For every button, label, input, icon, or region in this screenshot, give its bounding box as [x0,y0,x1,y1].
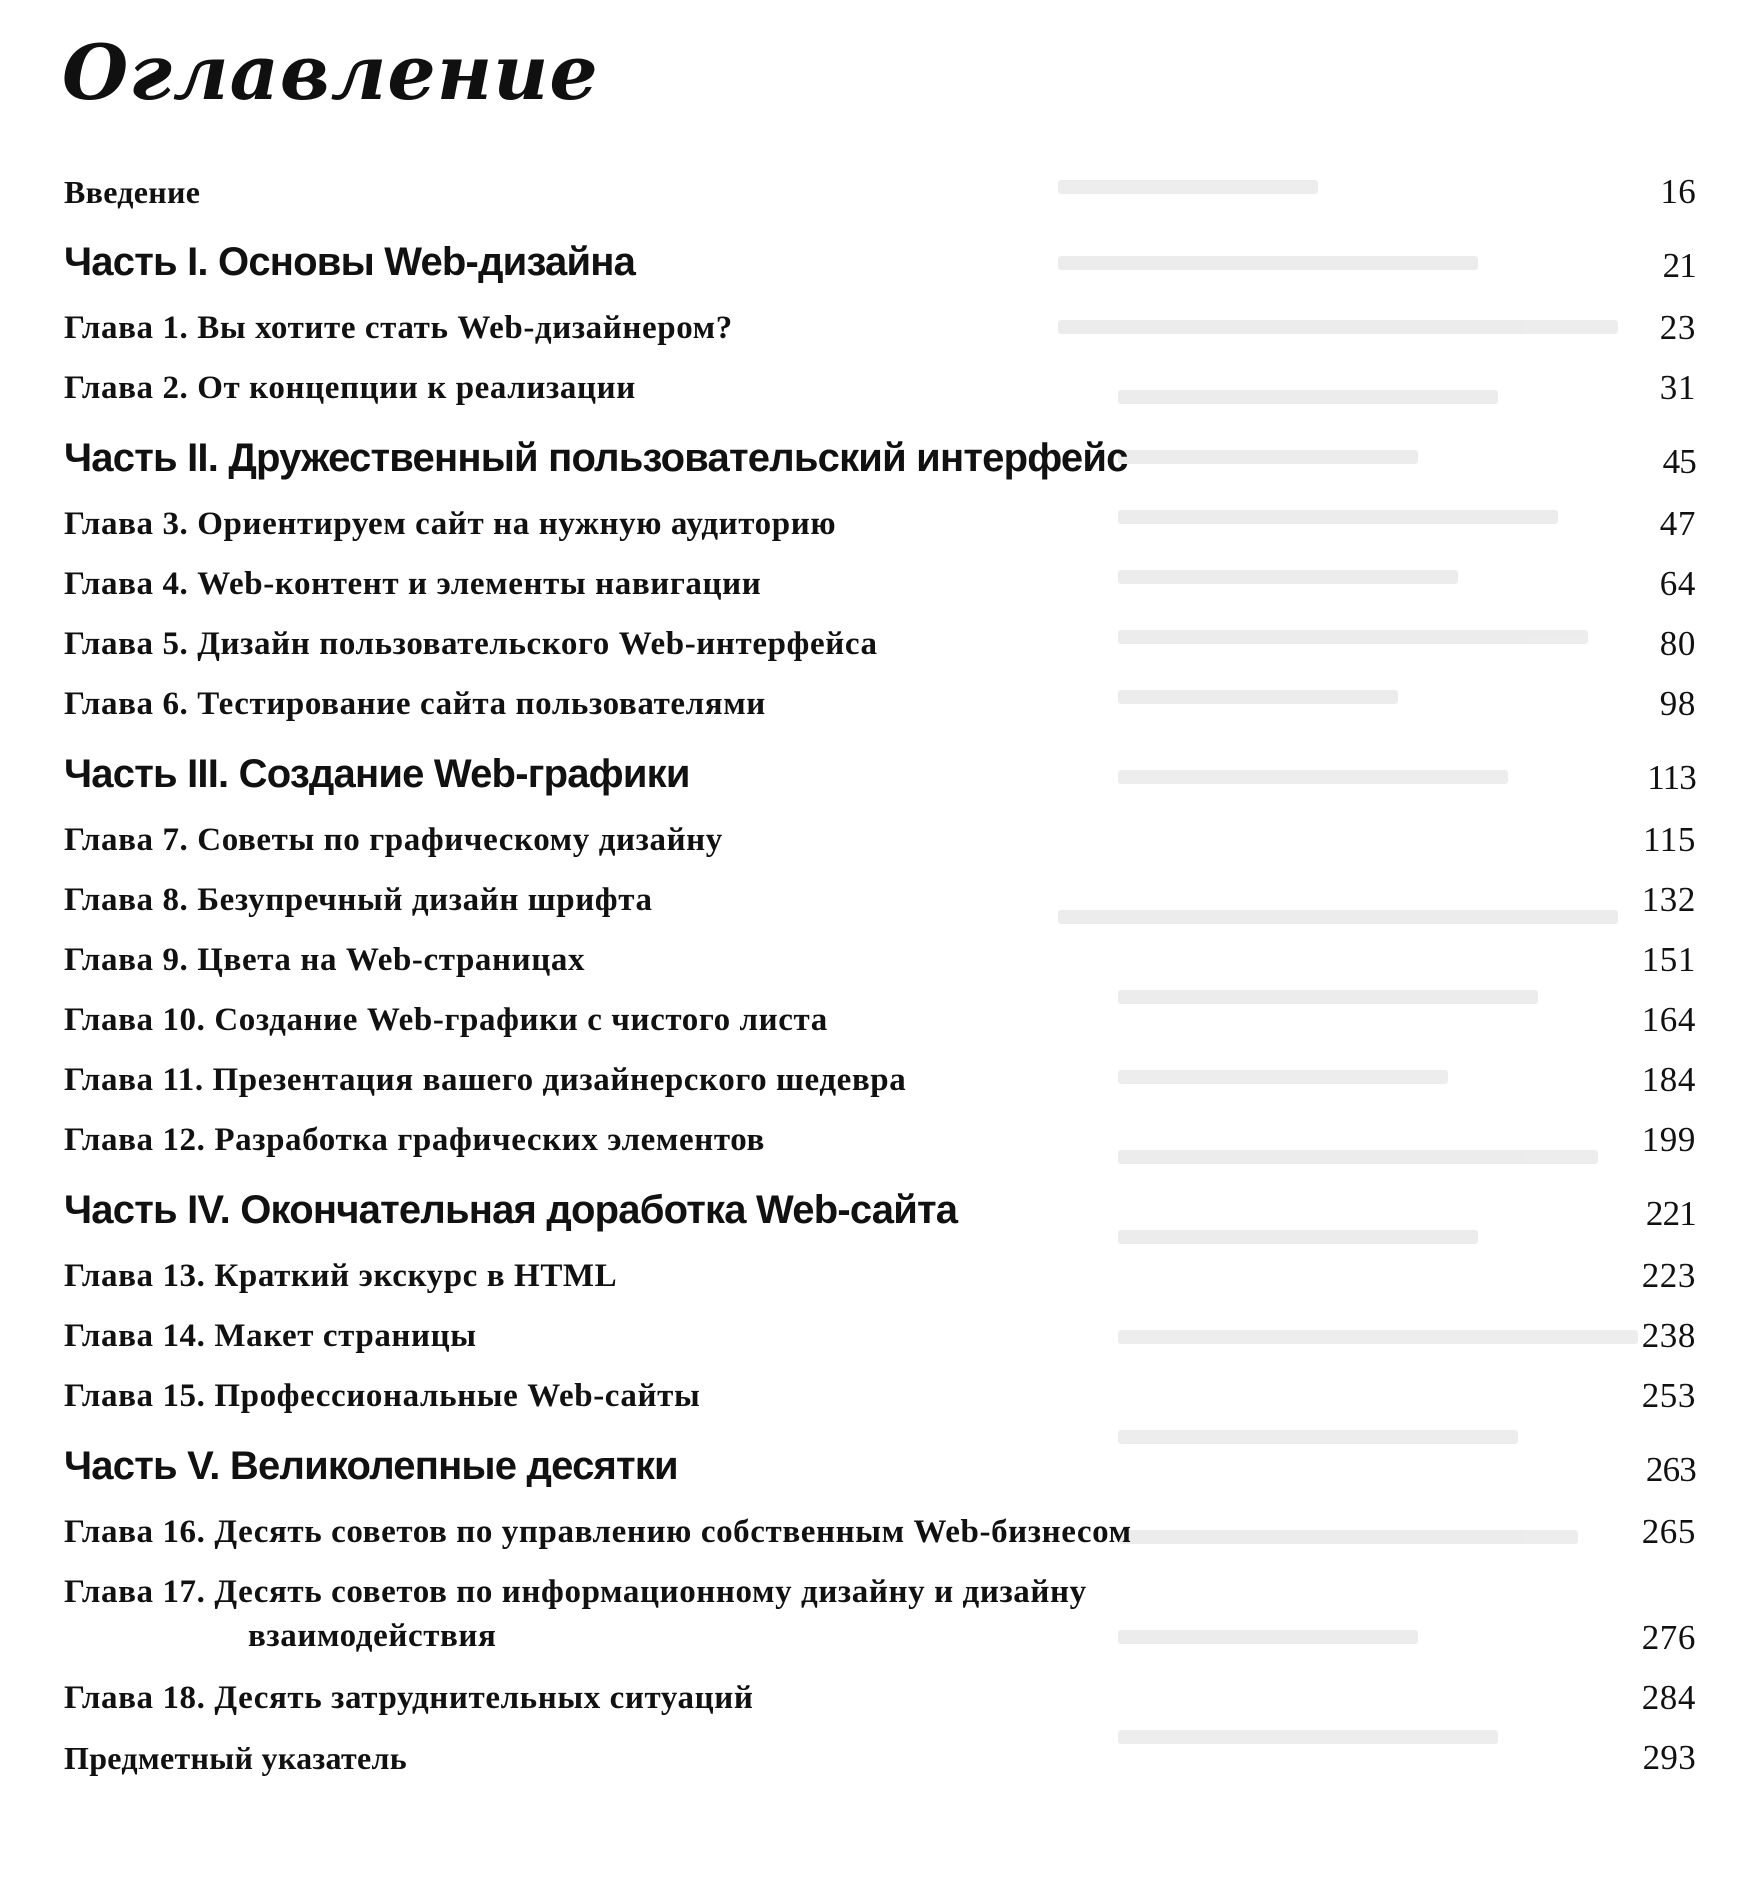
toc-chapter-10[interactable] [64,980,1696,1040]
toc-entry-page-number: 31 [1659,368,1696,407]
page-title: Оглавление [62,28,599,117]
toc-chapter-4[interactable] [64,544,1696,604]
toc-chapter-11[interactable] [64,1040,1696,1100]
toc-entry-page-number: 238 [1641,1316,1696,1355]
toc-entry-page-number: 115 [1642,820,1696,859]
toc-chapter-label [64,1570,1642,1658]
toc-chapter-13[interactable] [64,1236,1696,1296]
toc-chapter-8[interactable] [64,860,1696,920]
toc-chapter-label: Глава 2. От концепции к реализации [64,370,636,406]
toc-entry-page-number: 276 [1641,1618,1696,1657]
toc-chapter-17[interactable] [64,1552,1696,1658]
toc-entry-page-number: 16 [1660,172,1696,211]
toc-chapter-label: Глава 7. Советы по графическому дизайну [64,822,723,858]
toc-entry-page-number: 132 [1641,880,1696,919]
toc-chapter-label: Глава 6. Тестирование сайта пользователями [64,686,766,722]
toc-chapter-label: Глава 12. Разработка графических элементов [64,1122,765,1158]
toc-chapter-label: Глава 9. Цвета на Web-страницах [64,942,586,978]
toc-entry-index[interactable] [64,1718,1696,1778]
toc-part-1[interactable] [64,212,1696,288]
toc-chapter-12[interactable] [64,1100,1696,1160]
toc-entry-page-number: 253 [1641,1376,1696,1415]
toc-entry-page-number: 221 [1645,1194,1696,1233]
toc-chapter-label: Глава 15. Профессиональные Web-сайты [64,1378,701,1414]
toc-chapter-9[interactable] [64,920,1696,980]
toc-part-3[interactable] [64,724,1696,800]
toc-chapter-5[interactable] [64,604,1696,664]
toc-chapter-label-line1: Глава 17. Десять советов по информационному дизайну и дизайну [64,1574,1087,1610]
toc-chapter-3[interactable] [64,484,1696,544]
toc-entry-page-number: 223 [1641,1256,1696,1295]
toc-chapter-label-line2: взаимодействия [248,1618,497,1654]
toc-entry-page-number: 199 [1641,1120,1696,1159]
toc-entry-page-number: 263 [1645,1450,1696,1489]
toc-chapter-1[interactable] [64,288,1696,348]
toc-chapter-2[interactable] [64,348,1696,408]
toc-part-label: Часть II. Дружественный пользовательский интерфейс [64,436,1128,480]
toc-entry-page-number: 21 [1662,246,1696,285]
toc-entry-page-number: 113 [1647,758,1696,797]
toc-part-label: Часть IV. Окончательная доработка Web-сайта [64,1188,958,1232]
toc-part-label: Часть III. Создание Web-графики [64,752,690,796]
toc-chapter-label: Глава 16. Десять советов по управлению собственным Web-бизнесом [64,1514,1132,1550]
toc-entry-label: Предметный указатель [64,1740,408,1776]
toc-part-2[interactable] [64,408,1696,484]
toc-chapter-14[interactable] [64,1296,1696,1356]
toc-entry-page-number: 98 [1659,684,1696,723]
toc-chapter-6[interactable] [64,664,1696,724]
toc-entry-page-number: 47 [1659,504,1696,543]
toc-entry-label: Введение [64,174,201,210]
toc-entry-page-number: 64 [1659,564,1696,603]
toc-entry-page-number: 23 [1659,308,1696,347]
toc-chapter-label: Глава 11. Презентация вашего дизайнерского шедевра [64,1062,907,1098]
toc-chapter-label: Глава 8. Безупречный дизайн шрифта [64,882,653,918]
table-of-contents [64,152,1696,1778]
toc-entry-page-number: 45 [1662,442,1696,481]
toc-entry-page-number: 184 [1641,1060,1696,1099]
toc-entry-page-number: 293 [1642,1738,1696,1777]
toc-entry-introduction[interactable] [64,152,1696,212]
toc-entry-page-number: 151 [1641,940,1696,979]
toc-chapter-label: Глава 10. Создание Web-графики с чистого листа [64,1002,828,1038]
toc-chapter-label: Глава 14. Макет страницы [64,1318,477,1354]
toc-chapter-label: Глава 4. Web-контент и элементы навигации [64,566,762,602]
toc-chapter-label: Глава 1. Вы хотите стать Web-дизайнером? [64,310,733,346]
toc-entry-page-number: 265 [1641,1512,1696,1551]
toc-entry-page-number: 164 [1641,1000,1696,1039]
toc-entry-page-number: 284 [1641,1678,1696,1717]
toc-part-label: Часть I. Основы Web-дизайна [64,240,636,284]
toc-chapter-16[interactable] [64,1492,1696,1552]
toc-chapter-label: Глава 13. Краткий экскурс в HTML [64,1258,618,1294]
toc-chapter-label: Глава 3. Ориентируем сайт на нужную аудиторию [64,506,837,542]
toc-part-4[interactable] [64,1160,1696,1236]
toc-chapter-7[interactable] [64,800,1696,860]
toc-chapter-label: Глава 18. Десять затруднительных ситуаций [64,1680,754,1716]
toc-chapter-15[interactable] [64,1356,1696,1416]
toc-part-label: Часть V. Великолепные десятки [64,1444,678,1488]
toc-part-5[interactable] [64,1416,1696,1492]
toc-chapter-18[interactable] [64,1658,1696,1718]
toc-entry-page-number: 80 [1659,624,1696,663]
toc-chapter-label: Глава 5. Дизайн пользовательского Web-интерфейса [64,626,878,662]
